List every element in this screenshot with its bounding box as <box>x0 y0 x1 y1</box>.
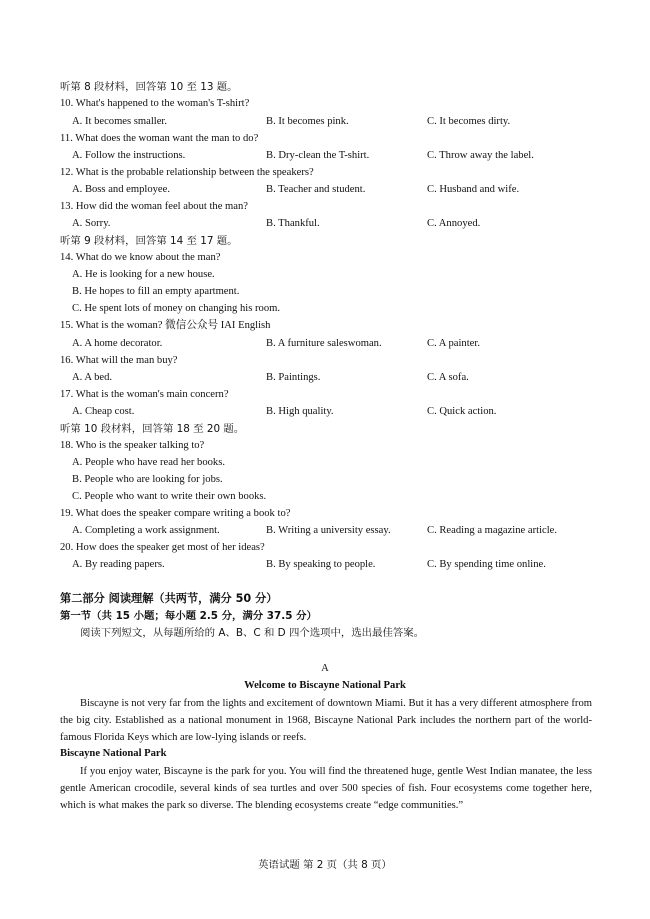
question-16-option-c: C. A sofa. <box>427 372 469 383</box>
question-18-option-b: B. People who are looking for jobs. <box>72 474 223 485</box>
passage-letter: A <box>321 663 329 674</box>
question-16-stem: 16. What will the man buy? <box>60 355 178 366</box>
question-15-option-c: C. A painter. <box>427 338 480 349</box>
question-13-option-b: B. Thankful. <box>266 218 320 229</box>
question-18-stem: 18. Who is the speaker talking to? <box>60 440 205 451</box>
reading-instruction: 阅读下列短文，从每题所给的 A、B、C 和 D 四个选项中，选出最佳答案。 <box>80 627 425 639</box>
question-12-option-a: A. Boss and employee. <box>72 184 170 195</box>
question-12-option-c: C. Husband and wife. <box>427 184 520 195</box>
question-20-option-c: C. By spending time online. <box>427 559 546 570</box>
passage-paragraph-2: If you enjoy water, Biscayne is the park for you. You will find the threatened huge, gentle West Indian manatee, the less gentle American crocodile, several kinds of sea turtles and over 500 species of fish. Four ecosystems come together here, which is what makes the park so diverse. The blending ecosystems create “edge communities.” <box>60 766 592 811</box>
question-20-stem: 20. How does the speaker get most of her ideas? <box>60 542 265 553</box>
question-10-stem: 10. What's happened to the woman's T-shirt? <box>60 98 250 109</box>
question-13-option-a: A. Sorry. <box>72 218 111 229</box>
question-20-option-a: A. By reading papers. <box>72 559 165 570</box>
question-10-option-c: C. It becomes dirty. <box>427 116 511 127</box>
section-1-heading: 第一节（共 15 小题；每小题 2.5 分，满分 37.5 分） <box>60 610 317 622</box>
question-19-stem: 19. What does the speaker compare writing a book to? <box>60 508 291 519</box>
question-18-option-c: C. People who want to write their own books. <box>72 491 267 502</box>
question-11-option-c: C. Throw away the label. <box>427 150 534 161</box>
question-17-option-a: A. Cheap cost. <box>72 406 135 417</box>
passage-title: Welcome to Biscayne National Park <box>244 680 406 691</box>
question-11-option-b: B. Dry-clean the T-shirt. <box>266 150 370 161</box>
question-15-stem: 15. What is the woman? 微信公众号 IAI English <box>60 320 271 331</box>
question-19-option-b: B. Writing a university essay. <box>266 525 391 536</box>
question-10-option-a: A. It becomes smaller. <box>72 116 168 127</box>
segment-8-instruction: 听第 8 段材料，回答第 10 至 13 题。 <box>60 81 238 93</box>
question-14-option-a: A. He is looking for a new house. <box>72 269 215 280</box>
question-15-option-b: B. A furniture saleswoman. <box>266 338 382 349</box>
question-14-option-b: B. He hopes to fill an empty apartment. <box>72 286 240 297</box>
question-11-stem: 11. What does the woman want the man to do? <box>60 133 259 144</box>
question-14-stem: 14. What do we know about the man? <box>60 252 221 263</box>
question-17-stem: 17. What is the woman's main concern? <box>60 389 229 400</box>
question-16-option-b: B. Paintings. <box>266 372 321 383</box>
question-17-option-c: C. Quick action. <box>427 406 497 417</box>
segment-9-instruction: 听第 9 段材料，回答第 14 至 17 题。 <box>60 235 238 247</box>
question-19-option-c: C. Reading a magazine article. <box>427 525 558 536</box>
question-19-option-a: A. Completing a work assignment. <box>72 525 220 536</box>
question-12-stem: 12. What is the probable relationship between the speakers? <box>60 167 314 178</box>
question-16-option-a: A. A bed. <box>72 372 113 383</box>
passage-subheading: Biscayne National Park <box>60 748 167 759</box>
question-11-option-a: A. Follow the instructions. <box>72 150 186 161</box>
question-13-option-c: C. Annoyed. <box>427 218 481 229</box>
question-20-option-b: B. By speaking to people. <box>266 559 376 570</box>
segment-10-instruction: 听第 10 段材料，回答第 18 至 20 题。 <box>60 423 245 435</box>
part-2-heading: 第二部分 阅读理解（共两节，满分 50 分） <box>60 592 278 605</box>
passage-paragraph-1: Biscayne is not very far from the lights and excitement of downtown Miami. But it has a very different atmosphere from the big city. Established as a national monument in 1968, Biscayne National Park includes the northern part of the world-famous Florida Keys which are low-lying islands or reefs. <box>60 698 592 743</box>
question-15-option-a: A. A home decorator. <box>72 338 163 349</box>
question-14-option-c: C. He spent lots of money on changing his room. <box>72 303 281 314</box>
question-12-option-b: B. Teacher and student. <box>266 184 366 195</box>
question-17-option-b: B. High quality. <box>266 406 334 417</box>
page-footer: 英语试题 第 2 页（共 8 页） <box>258 859 392 871</box>
question-10-option-b: B. It becomes pink. <box>266 116 349 127</box>
question-13-stem: 13. How did the woman feel about the man? <box>60 201 248 212</box>
question-18-option-a: A. People who have read her books. <box>72 457 225 468</box>
